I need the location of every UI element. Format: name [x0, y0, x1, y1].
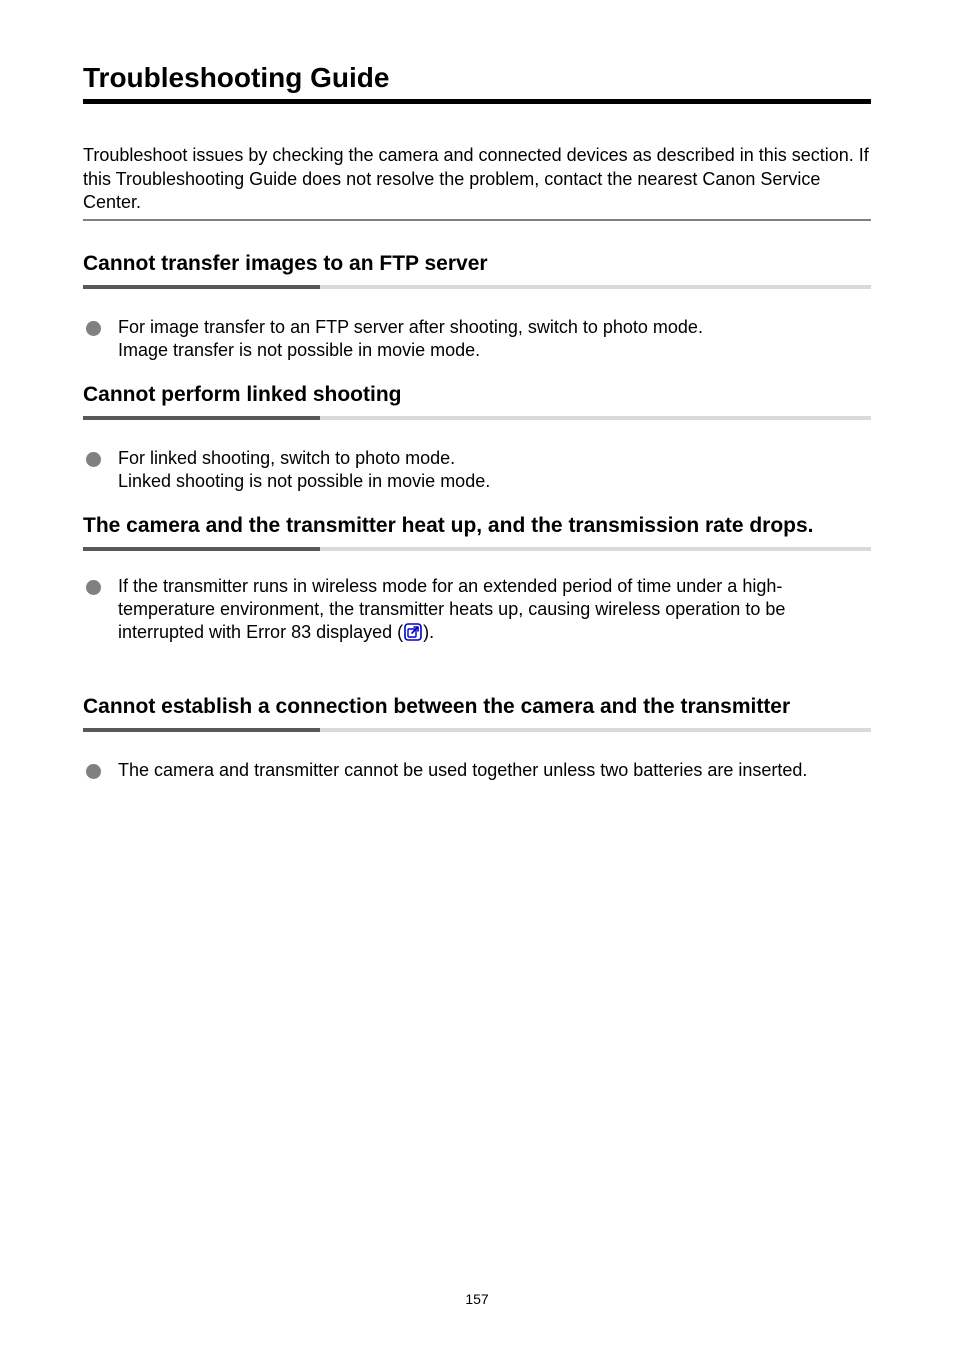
intro-divider: [83, 219, 871, 221]
bullet-line: The camera and transmitter cannot be used together unless two batteries are inserted.: [118, 760, 808, 780]
section-linked-shooting: [83, 381, 871, 493]
bullet-text: If the transmitter runs in wireless mode for an extended period of time under a high-temperature environment, the transmitter heats up, causing wireless operation to be interrupted with Error 83 displayed (: [118, 576, 786, 642]
cross-reference-link-icon[interactable]: [404, 623, 422, 641]
section-ftp-transfer: [83, 250, 871, 362]
list-item: [83, 316, 871, 362]
page-number: 157: [465, 1291, 489, 1307]
section-divider: [83, 285, 871, 289]
bullet-list: [83, 316, 871, 362]
intro-paragraph: Troubleshoot issues by checking the camera and connected devices as described in this section. If this Troubleshooting Guide does not resolve the problem, contact the nearest Canon Service Center.: [83, 145, 869, 212]
bullet-icon: [86, 764, 101, 779]
title-underline: [83, 99, 871, 104]
section-divider: [83, 547, 871, 551]
bullet-icon: [86, 452, 101, 467]
bullet-list: [83, 447, 871, 493]
section-divider: [83, 416, 871, 420]
bullet-line: For image transfer to an FTP server after shooting, switch to photo mode.: [118, 317, 703, 337]
bullet-icon: [86, 580, 101, 595]
page-title: Troubleshooting Guide: [83, 62, 390, 93]
list-item: [83, 759, 871, 782]
bullet-line: For linked shooting, switch to photo mode.: [118, 448, 456, 468]
section-heat-up: [83, 512, 871, 644]
bullet-icon: [86, 321, 101, 336]
section-heading: Cannot transfer images to an FTP server: [83, 252, 488, 275]
bullet-line: Linked shooting is not possible in movie mode.: [118, 471, 491, 491]
section-divider: [83, 728, 871, 732]
bullet-text-end: ).: [423, 622, 435, 642]
list-item: [83, 575, 838, 644]
section-heading: The camera and the transmitter heat up, and the transmission rate drops.: [83, 514, 814, 537]
list-item: [83, 447, 871, 493]
bullet-list: [83, 759, 871, 782]
section-heading: Cannot establish a connection between the camera and the transmitter: [83, 695, 791, 718]
section-connection: [83, 693, 871, 782]
bullet-line: Image transfer is not possible in movie mode.: [118, 340, 481, 360]
section-heading: Cannot perform linked shooting: [83, 383, 402, 406]
bullet-list: [83, 575, 871, 644]
